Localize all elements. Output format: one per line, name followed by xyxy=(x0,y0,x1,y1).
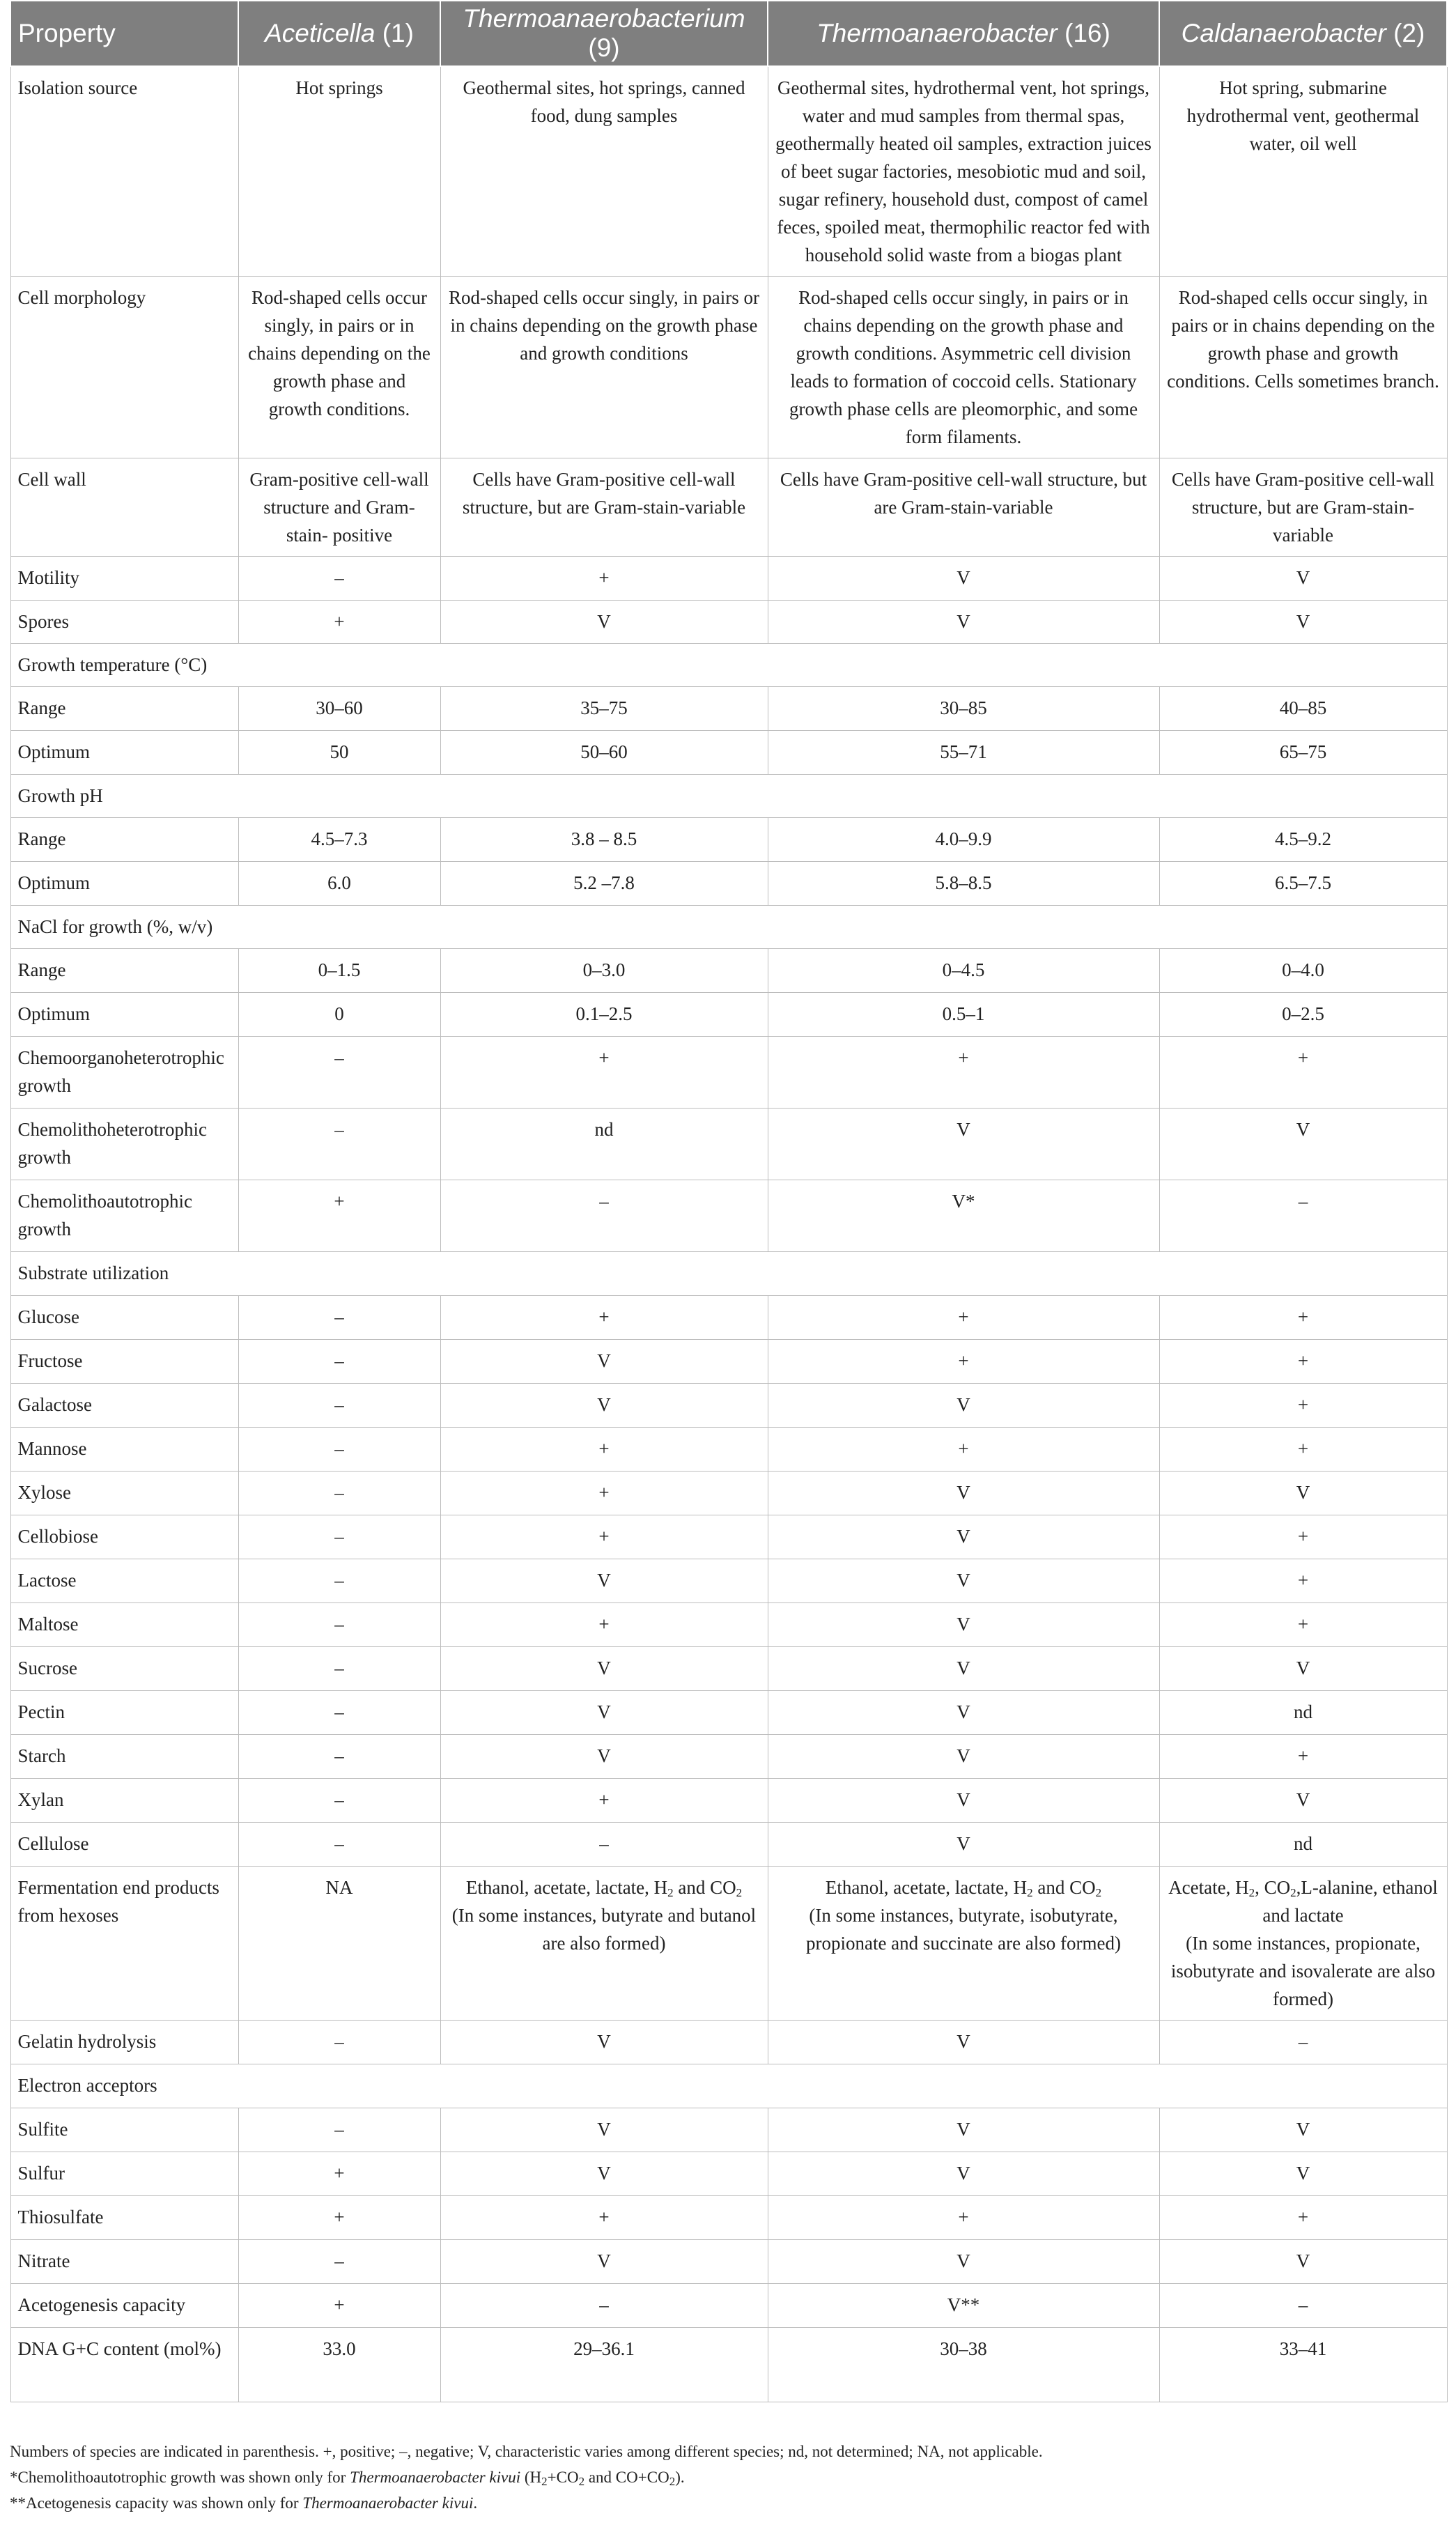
footnote-acetogenesis: **Acetogenesis capacity was shown only for Thermoanaerobacter kivui. xyxy=(10,2494,478,2512)
cell-thermoanaerobacterium: V xyxy=(440,1647,768,1691)
cell-thermoanaerobacter: + xyxy=(768,2196,1159,2240)
cell-caldanaerobacter: nd xyxy=(1159,1823,1447,1867)
cell-thermoanaerobacterium: V xyxy=(440,2021,768,2064)
row-mannose xyxy=(10,1428,1447,1472)
row-glucose xyxy=(10,1296,1447,1340)
cell-aceticella: 50 xyxy=(238,731,440,775)
cell-aceticella: – xyxy=(238,1779,440,1823)
row-lactose xyxy=(10,1559,1447,1603)
cell-thermoanaerobacterium: V xyxy=(440,1691,768,1735)
cell-aceticella: 6.0 xyxy=(238,862,440,906)
cell-caldanaerobacter: V xyxy=(1159,1779,1447,1823)
cell-thermoanaerobacter: V xyxy=(768,2240,1159,2284)
cell-aceticella: – xyxy=(238,1603,440,1647)
cell-thermoanaerobacter: 30–85 xyxy=(768,687,1159,731)
cell-aceticella: 0–1.5 xyxy=(238,949,440,993)
section-label: NaCl for growth (%, w/v) xyxy=(10,906,1447,949)
cell-thermoanaerobacter xyxy=(768,1867,1159,2021)
property-label: Chemoorganoheterotrophic growth xyxy=(10,1037,238,1109)
genera-comparison-table xyxy=(10,0,1448,2402)
property-label: Sucrose xyxy=(10,1647,238,1691)
property-label: Xylose xyxy=(10,1472,238,1515)
cell-thermoanaerobacter: V xyxy=(768,1559,1159,1603)
property-label: Xylan xyxy=(10,1779,238,1823)
cell-thermoanaerobacterium: + xyxy=(440,1515,768,1559)
cell-thermoanaerobacterium: + xyxy=(440,2196,768,2240)
row-nacl-range xyxy=(10,949,1447,993)
main-products: Ethanol, acetate, lactate, $H_2$ and $CO_2$ xyxy=(465,1877,743,1899)
section-label: Electron acceptors xyxy=(10,2064,1447,2108)
species-count: (16) xyxy=(1064,19,1110,47)
cell-aceticella: Rod-shaped cells occur singly, in pairs or in chains depending on the growth phase and growth conditions. xyxy=(238,277,440,458)
property-label: Lactose xyxy=(10,1559,238,1603)
property-label: Glucose xyxy=(10,1296,238,1340)
property-label: Cellulose xyxy=(10,1823,238,1867)
cell-thermoanaerobacter: V xyxy=(768,2152,1159,2196)
row-cell-wall xyxy=(10,458,1447,557)
cell-aceticella: – xyxy=(238,1647,440,1691)
cell-aceticella: – xyxy=(238,1037,440,1109)
property-label: DNA G+C content (mol%) xyxy=(10,2328,238,2402)
cell-thermoanaerobacterium: V xyxy=(440,601,768,644)
cell-thermoanaerobacter: V xyxy=(768,557,1159,601)
cell-thermoanaerobacterium: Geothermal sites, hot springs, canned food, dung samples xyxy=(440,66,768,277)
row-fructose xyxy=(10,1340,1447,1384)
cell-thermoanaerobacterium: – xyxy=(440,1180,768,1252)
cell-thermoanaerobacterium: + xyxy=(440,1472,768,1515)
cell-aceticella: – xyxy=(238,1340,440,1384)
comparison-table-container xyxy=(10,0,1446,2402)
cell-caldanaerobacter: 33–41 xyxy=(1159,2328,1447,2402)
row-cellulose xyxy=(10,1823,1447,1867)
row-pectin xyxy=(10,1691,1447,1735)
cell-caldanaerobacter: V xyxy=(1159,1109,1447,1180)
row-xylan xyxy=(10,1779,1447,1823)
cell-thermoanaerobacter: V xyxy=(768,1779,1159,1823)
row-nacl-optimum xyxy=(10,993,1447,1037)
cell-aceticella: – xyxy=(238,1823,440,1867)
property-label: Acetogenesis capacity xyxy=(10,2284,238,2328)
cell-thermoanaerobacter: + xyxy=(768,1340,1159,1384)
table-footnotes xyxy=(10,2439,1446,2516)
cell-thermoanaerobacterium xyxy=(440,1867,768,2021)
row-starch xyxy=(10,1735,1447,1779)
cell-caldanaerobacter: + xyxy=(1159,1340,1447,1384)
cell-thermoanaerobacterium: V xyxy=(440,2240,768,2284)
property-label: Chemolithoheterotrophic growth xyxy=(10,1109,238,1180)
cell-caldanaerobacter: V xyxy=(1159,2152,1447,2196)
cell-thermoanaerobacter: V xyxy=(768,1472,1159,1515)
cell-aceticella: + xyxy=(238,601,440,644)
property-label: Maltose xyxy=(10,1603,238,1647)
cell-thermoanaerobacterium: 0–3.0 xyxy=(440,949,768,993)
row-sucrose xyxy=(10,1647,1447,1691)
cell-thermoanaerobacter: 5.8–8.5 xyxy=(768,862,1159,906)
cell-thermoanaerobacter: V xyxy=(768,1691,1159,1735)
header-thermoanaerobacterium xyxy=(440,1,768,66)
property-label: Sulfite xyxy=(10,2108,238,2152)
section-label: Substrate utilization xyxy=(10,1252,1447,1296)
cell-caldanaerobacter: – xyxy=(1159,2284,1447,2328)
cell-thermoanaerobacter: 30–38 xyxy=(768,2328,1159,2402)
cell-thermoanaerobacter: V** xyxy=(768,2284,1159,2328)
cell-thermoanaerobacterium: Rod-shaped cells occur singly, in pairs or in chains depending on the growth phase and growth conditions xyxy=(440,277,768,458)
property-label: Nitrate xyxy=(10,2240,238,2284)
cell-thermoanaerobacterium: 5.2 –7.8 xyxy=(440,862,768,906)
cell-thermoanaerobacterium: V xyxy=(440,1559,768,1603)
section-substrate-utilization xyxy=(10,1252,1447,1296)
cell-thermoanaerobacterium: + xyxy=(440,1428,768,1472)
species-count: (1) xyxy=(382,19,414,47)
cell-caldanaerobacter: + xyxy=(1159,1735,1447,1779)
cell-caldanaerobacter: 0–2.5 xyxy=(1159,993,1447,1037)
property-label: Thiosulfate xyxy=(10,2196,238,2240)
genus-name: Caldanaerobacter xyxy=(1181,19,1386,47)
cell-thermoanaerobacterium: V xyxy=(440,2152,768,2196)
section-label: Growth pH xyxy=(10,775,1447,818)
cell-thermoanaerobacter: V xyxy=(768,1647,1159,1691)
property-label: Starch xyxy=(10,1735,238,1779)
cell-aceticella: 30–60 xyxy=(238,687,440,731)
cell-thermoanaerobacterium: + xyxy=(440,1037,768,1109)
cell-caldanaerobacter: 6.5–7.5 xyxy=(1159,862,1447,906)
cell-thermoanaerobacterium: 3.8 – 8.5 xyxy=(440,818,768,862)
cell-thermoanaerobacter: V* xyxy=(768,1180,1159,1252)
cell-aceticella: – xyxy=(238,2021,440,2064)
species-count: (2) xyxy=(1393,19,1425,47)
cell-caldanaerobacter: + xyxy=(1159,2196,1447,2240)
cell-caldanaerobacter: V xyxy=(1159,1472,1447,1515)
cell-caldanaerobacter: V xyxy=(1159,2240,1447,2284)
cell-caldanaerobacter: + xyxy=(1159,1428,1447,1472)
additional-products-note: (In some instances, propionate, isobutyrate and isovalerate are also formed) xyxy=(1170,1933,1436,2009)
property-label: Pectin xyxy=(10,1691,238,1735)
cell-thermoanaerobacter: + xyxy=(768,1428,1159,1472)
cell-caldanaerobacter: + xyxy=(1159,1559,1447,1603)
row-temperature-range xyxy=(10,687,1447,731)
cell-aceticella: – xyxy=(238,1691,440,1735)
cell-caldanaerobacter: – xyxy=(1159,2021,1447,2064)
property-label: Fructose xyxy=(10,1340,238,1384)
row-maltose xyxy=(10,1603,1447,1647)
cell-aceticella: 4.5–7.3 xyxy=(238,818,440,862)
property-label: Sulfur xyxy=(10,2152,238,2196)
cell-thermoanaerobacter: V xyxy=(768,1603,1159,1647)
property-label: Motility xyxy=(10,557,238,601)
genus-name: Thermoanaerobacterium xyxy=(463,4,745,33)
main-products: Ethanol, acetate, lactate, $H_2$ and $CO_2$ xyxy=(825,1877,1102,1899)
property-label: Cell morphology xyxy=(10,277,238,458)
cell-caldanaerobacter: 4.5–9.2 xyxy=(1159,818,1447,862)
cell-thermoanaerobacterium: 35–75 xyxy=(440,687,768,731)
cell-aceticella: – xyxy=(238,1735,440,1779)
row-chemolithoheterotrophic xyxy=(10,1109,1447,1180)
row-chemoorganoheterotrophic xyxy=(10,1037,1447,1109)
row-nitrate xyxy=(10,2240,1447,2284)
cell-aceticella: + xyxy=(238,1180,440,1252)
cell-caldanaerobacter: + xyxy=(1159,1384,1447,1428)
cell-thermoanaerobacterium: – xyxy=(440,1823,768,1867)
cell-thermoanaerobacter: 0–4.5 xyxy=(768,949,1159,993)
cell-thermoanaerobacter: + xyxy=(768,1037,1159,1109)
main-products: Acetate, $H_2$, $CO_2,L$-alanine, ethanol and lactate xyxy=(1168,1877,1438,1926)
cell-thermoanaerobacter: 4.0–9.9 xyxy=(768,818,1159,862)
row-spores xyxy=(10,601,1447,644)
cell-caldanaerobacter: V xyxy=(1159,557,1447,601)
cell-thermoanaerobacter: V xyxy=(768,2021,1159,2064)
cell-aceticella: – xyxy=(238,1296,440,1340)
section-electron-acceptors xyxy=(10,2064,1447,2108)
cell-thermoanaerobacterium: V xyxy=(440,1384,768,1428)
footnote-chemolithoautotrophic: *Chemolithoautotrophic growth was shown only for Thermoanaerobacter kivui ($H_2+CO_2$ and $CO+CO_2$). xyxy=(10,2469,685,2488)
cell-thermoanaerobacterium: V xyxy=(440,2108,768,2152)
row-isolation-source xyxy=(10,66,1447,277)
header-property: Property xyxy=(10,1,238,66)
cell-caldanaerobacter: V xyxy=(1159,1647,1447,1691)
cell-caldanaerobacter: + xyxy=(1159,1296,1447,1340)
cell-thermoanaerobacter: V xyxy=(768,2108,1159,2152)
header-thermoanaerobacter xyxy=(768,1,1159,66)
cell-caldanaerobacter: Cells have Gram-positive cell-wall structure, but are Gram-stain-variable xyxy=(1159,458,1447,557)
row-fermentation-products xyxy=(10,1867,1447,2021)
row-xylose xyxy=(10,1472,1447,1515)
row-gelatin-hydrolysis xyxy=(10,2021,1447,2064)
cell-thermoanaerobacterium: + xyxy=(440,1296,768,1340)
row-sulfite xyxy=(10,2108,1447,2152)
cell-aceticella: – xyxy=(238,1109,440,1180)
property-label: Range xyxy=(10,949,238,993)
row-motility xyxy=(10,557,1447,601)
cell-caldanaerobacter: 40–85 xyxy=(1159,687,1447,731)
property-label: Galactose xyxy=(10,1384,238,1428)
cell-thermoanaerobacter: V xyxy=(768,1384,1159,1428)
cell-caldanaerobacter: + xyxy=(1159,1515,1447,1559)
cell-caldanaerobacter: nd xyxy=(1159,1691,1447,1735)
cell-thermoanaerobacter: 0.5–1 xyxy=(768,993,1159,1037)
property-label: Chemolithoautotrophic growth xyxy=(10,1180,238,1252)
row-ph-range xyxy=(10,818,1447,862)
cell-caldanaerobacter: Rod-shaped cells occur singly, in pairs or in chains depending on the growth phase and growth conditions. Cells sometimes branch. xyxy=(1159,277,1447,458)
cell-caldanaerobacter: Hot spring, submarine hydrothermal vent, geothermal water, oil well xyxy=(1159,66,1447,277)
cell-thermoanaerobacter: + xyxy=(768,1296,1159,1340)
cell-thermoanaerobacterium: V xyxy=(440,1735,768,1779)
cell-caldanaerobacter: V xyxy=(1159,601,1447,644)
property-label: Isolation source xyxy=(10,66,238,277)
footnote-legend: Numbers of species are indicated in parenthesis. +, positive; –, negative; V, characteristic varies among different species; nd, not determined; NA, not applicable. xyxy=(10,2443,1043,2460)
additional-products-note: (In some instances, butyrate and butanol are also formed) xyxy=(451,1905,757,1954)
species-count: (9) xyxy=(588,33,620,62)
cell-aceticella: + xyxy=(238,2284,440,2328)
cell-thermoanaerobacterium: + xyxy=(440,557,768,601)
cell-thermoanaerobacterium: Cells have Gram-positive cell-wall structure, but are Gram-stain-variable xyxy=(440,458,768,557)
cell-thermoanaerobacterium: + xyxy=(440,1603,768,1647)
cell-thermoanaerobacterium: 50–60 xyxy=(440,731,768,775)
row-temperature-optimum xyxy=(10,731,1447,775)
section-growth-temperature xyxy=(10,644,1447,687)
row-acetogenesis-capacity xyxy=(10,2284,1447,2328)
cell-thermoanaerobacter: Geothermal sites, hydrothermal vent, hot springs, water and mud samples from thermal spas, geothermally heated oil samples, extraction juices of beet sugar factories, mesobiotic mud and soil, sugar refinery, household dust, compost of camel feces, spoiled meat, thermophilic reactor fed with household solid waste from a biogas plant xyxy=(768,66,1159,277)
cell-thermoanaerobacter: V xyxy=(768,1515,1159,1559)
row-galactose xyxy=(10,1384,1447,1428)
row-ph-optimum xyxy=(10,862,1447,906)
cell-aceticella: – xyxy=(238,1515,440,1559)
cell-caldanaerobacter: V xyxy=(1159,2108,1447,2152)
species-name: Thermoanaerobacter kivui xyxy=(350,2469,521,2486)
cell-thermoanaerobacter: Cells have Gram-positive cell-wall structure, but are Gram-stain-variable xyxy=(768,458,1159,557)
cell-aceticella: – xyxy=(238,1472,440,1515)
cell-thermoanaerobacter: Rod-shaped cells occur singly, in pairs or in chains depending on the growth phase and growth conditions. Asymmetric cell division leads to formation of coccoid cells. Stationary growth phase cells are pleomorphic, and some form filaments. xyxy=(768,277,1159,458)
header-row xyxy=(10,1,1447,66)
cell-thermoanaerobacter: V xyxy=(768,1735,1159,1779)
cell-thermoanaerobacterium: 0.1–2.5 xyxy=(440,993,768,1037)
cell-thermoanaerobacterium: 29–36.1 xyxy=(440,2328,768,2402)
cell-aceticella: NA xyxy=(238,1867,440,2021)
cell-aceticella: Gram-positive cell-wall structure and Gram-stain- positive xyxy=(238,458,440,557)
species-name: Thermoanaerobacter kivui xyxy=(302,2494,474,2512)
section-nacl xyxy=(10,906,1447,949)
cell-aceticella: + xyxy=(238,2152,440,2196)
property-label: Cellobiose xyxy=(10,1515,238,1559)
property-label: Spores xyxy=(10,601,238,644)
cell-aceticella: – xyxy=(238,2240,440,2284)
cell-thermoanaerobacterium: nd xyxy=(440,1109,768,1180)
cell-caldanaerobacter: – xyxy=(1159,1180,1447,1252)
additional-products-note: (In some instances, butyrate, isobutyrate, propionate and succinate are also formed) xyxy=(805,1905,1122,1954)
section-label: Growth temperature (°C) xyxy=(10,644,1447,687)
property-label: Optimum xyxy=(10,862,238,906)
cell-aceticella: Hot springs xyxy=(238,66,440,277)
row-cellobiose xyxy=(10,1515,1447,1559)
cell-caldanaerobacter: + xyxy=(1159,1037,1447,1109)
row-thiosulfate xyxy=(10,2196,1447,2240)
property-label: Fermentation end products from hexoses xyxy=(10,1867,238,2021)
cell-aceticella: 33.0 xyxy=(238,2328,440,2402)
property-label: Mannose xyxy=(10,1428,238,1472)
row-dna-gc-content xyxy=(10,2328,1447,2402)
property-label: Optimum xyxy=(10,993,238,1037)
cell-thermoanaerobacterium: + xyxy=(440,1779,768,1823)
cell-aceticella: – xyxy=(238,1428,440,1472)
cell-thermoanaerobacterium: V xyxy=(440,1340,768,1384)
cell-aceticella: + xyxy=(238,2196,440,2240)
cell-thermoanaerobacter: V xyxy=(768,1109,1159,1180)
property-label: Gelatin hydrolysis xyxy=(10,2021,238,2064)
row-chemolithoautotrophic xyxy=(10,1180,1447,1252)
cell-aceticella: – xyxy=(238,557,440,601)
cell-thermoanaerobacter: V xyxy=(768,601,1159,644)
genus-name: Thermoanaerobacter xyxy=(816,19,1058,47)
property-label: Range xyxy=(10,818,238,862)
cell-caldanaerobacter xyxy=(1159,1867,1447,2021)
cell-caldanaerobacter: + xyxy=(1159,1603,1447,1647)
property-label: Optimum xyxy=(10,731,238,775)
section-growth-ph xyxy=(10,775,1447,818)
header-caldanaerobacter xyxy=(1159,1,1447,66)
cell-thermoanaerobacter: 55–71 xyxy=(768,731,1159,775)
cell-aceticella: – xyxy=(238,2108,440,2152)
cell-aceticella: – xyxy=(238,1559,440,1603)
row-sulfur xyxy=(10,2152,1447,2196)
cell-aceticella: 0 xyxy=(238,993,440,1037)
row-cell-morphology xyxy=(10,277,1447,458)
header-aceticella xyxy=(238,1,440,66)
cell-caldanaerobacter: 65–75 xyxy=(1159,731,1447,775)
cell-aceticella: – xyxy=(238,1384,440,1428)
property-label: Range xyxy=(10,687,238,731)
genus-name: Aceticella xyxy=(265,19,375,47)
cell-thermoanaerobacter: V xyxy=(768,1823,1159,1867)
property-label: Cell wall xyxy=(10,458,238,557)
cell-caldanaerobacter: 0–4.0 xyxy=(1159,949,1447,993)
cell-thermoanaerobacterium: – xyxy=(440,2284,768,2328)
